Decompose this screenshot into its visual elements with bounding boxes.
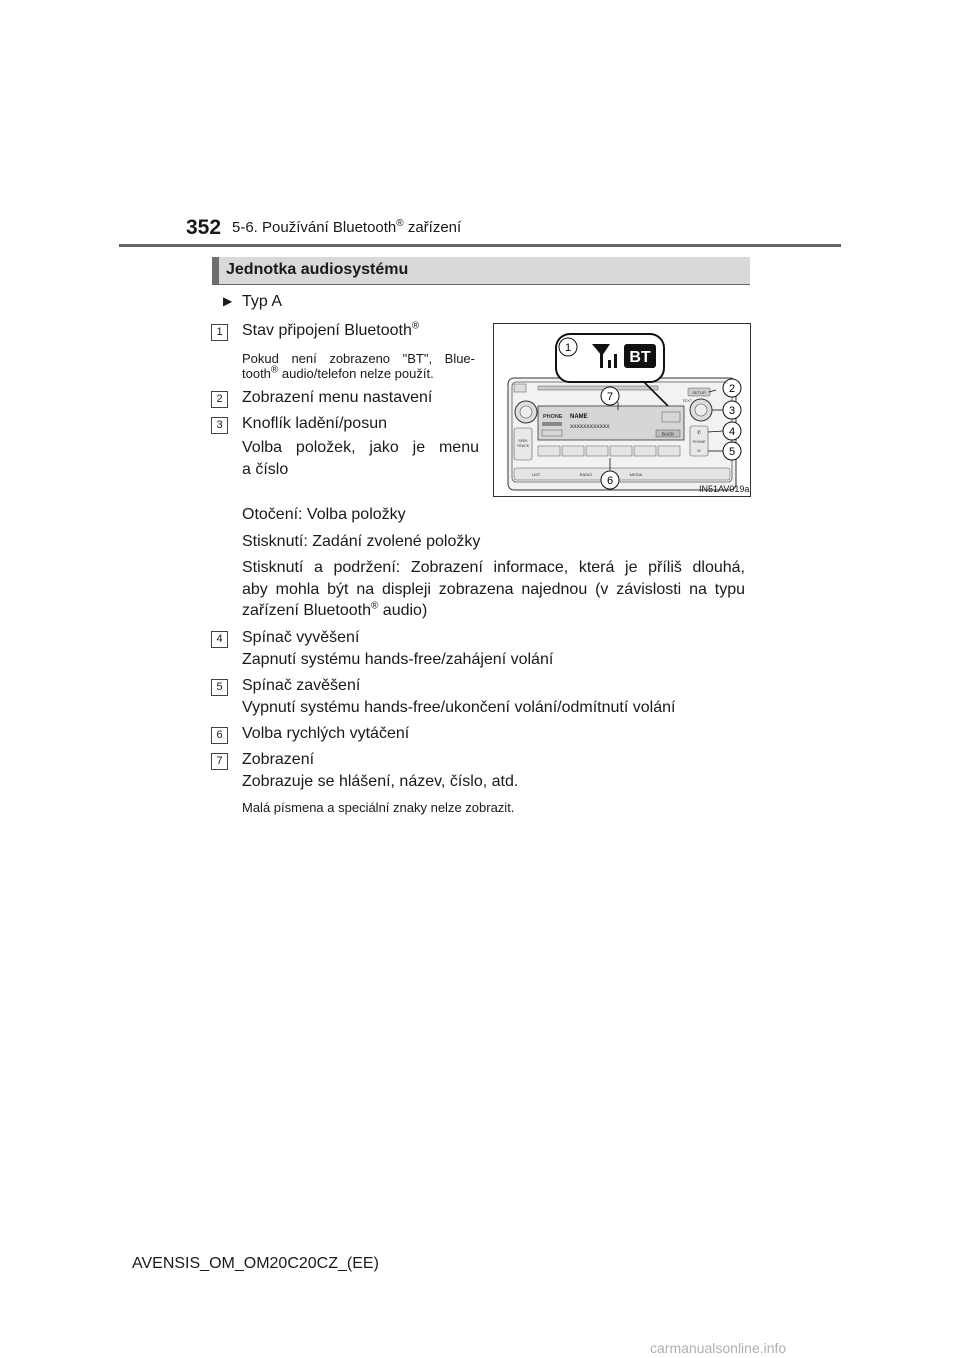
setup-label: SETUP <box>692 390 706 395</box>
item-5-title: Spínač zavěšení <box>242 677 361 694</box>
item-1-note-line2: tooth® audio/telefon nelze použít. <box>242 364 434 381</box>
item-3-title: Knoflík ladění/posun <box>242 415 387 432</box>
footer-doc-id: AVENSIS_OM_OM20C20CZ_(EE) <box>132 1255 379 1272</box>
item-7-title: Zobrazení <box>242 751 315 768</box>
section-heading <box>212 257 750 285</box>
svg-text:MEDIA: MEDIA <box>629 472 643 477</box>
item-1-note-line1: Pokud není zobrazeno "BT", Blue- <box>242 351 475 366</box>
bullet-arrow-icon: ▶ <box>223 294 233 308</box>
item-3-desc-line2: a číslo <box>242 461 289 478</box>
svg-text:6: 6 <box>606 475 614 487</box>
display-number-label: XXXXXXXXXXXX <box>570 423 610 430</box>
type-label: Typ A <box>242 293 283 310</box>
item-number-4: 4 <box>211 631 228 648</box>
svg-text:PHONE: PHONE <box>692 440 706 444</box>
page-number: 352 <box>186 216 222 239</box>
svg-text:LIST: LIST <box>531 472 541 477</box>
item-number-6: 6 <box>211 727 228 744</box>
item-3-rotate: Otočení: Volba položky <box>242 506 406 523</box>
item-number-5: 5 <box>211 679 228 696</box>
item-number-2: 2 <box>211 391 228 408</box>
watermark[interactable]: carmanualsonline.info <box>650 1340 787 1356</box>
item-3-desc-line1: Volba položek, jako je menu <box>242 439 479 456</box>
display-phone-label: PHONE <box>543 414 563 420</box>
on-hook-icon: ☏ <box>696 449 702 454</box>
svg-text:TRACK: TRACK <box>516 444 530 448</box>
item-7-note: Malá písmena a speciální znaky nelze zobrazit. <box>242 800 515 815</box>
item-4-title: Spínač vyvěšení <box>242 629 360 646</box>
figure-code: IN51AV019a <box>699 484 750 494</box>
bottom-button-row <box>514 468 730 480</box>
item-3-hold-line3: zařízení Bluetooth® audio) <box>242 600 428 619</box>
item-4-desc: Zapnutí systému hands-free/zahájení volání <box>242 651 554 668</box>
svg-text:4: 4 <box>728 426 736 438</box>
item-1-title: Stav připojení Bluetooth® <box>242 320 420 339</box>
audio-unit-illustration <box>494 324 750 496</box>
eject-button <box>514 384 526 392</box>
svg-text:SEEK: SEEK <box>518 439 528 443</box>
display-name-label: NAME <box>570 414 588 420</box>
svg-text:RADIO: RADIO <box>579 472 593 477</box>
item-3-hold-line2: aby mohla být na displeji zobrazena najednou (v závislosti na typu <box>242 581 745 598</box>
item-2-title: Zobrazení menu nastavení <box>242 389 433 406</box>
item-number-3: 3 <box>211 417 228 434</box>
off-hook-icon: ✆ <box>696 430 702 436</box>
header-rule <box>119 244 841 247</box>
chapter-title: 5-6. Používání Bluetooth® zařízení <box>232 218 462 236</box>
svg-text:7: 7 <box>606 391 614 403</box>
audio-unit-figure <box>493 323 751 497</box>
cd-slot <box>538 386 658 390</box>
item-number-1: 1 <box>211 324 228 341</box>
section-heading-bar <box>212 257 219 284</box>
item-3-press: Stisknutí: Zadání zvolené položky <box>242 533 481 550</box>
item-7-desc: Zobrazuje se hlášení, název, číslo, atd. <box>242 773 519 790</box>
svg-text:3: 3 <box>728 405 736 417</box>
svg-text:1: 1 <box>564 342 572 354</box>
section-heading-title: Jednotka audiosystému <box>226 261 409 278</box>
item-6-title: Volba rychlých vytáčení <box>242 725 410 742</box>
svg-text:2: 2 <box>728 383 736 395</box>
item-number-7: 7 <box>211 753 228 770</box>
svg-text:5: 5 <box>728 446 736 458</box>
text-label: TEXT <box>682 398 693 403</box>
display-handset-icon <box>542 422 562 426</box>
item-3-hold-line1: Stisknutí a podržení: Zobrazení informace, která je příliš dlouhá, <box>242 559 745 576</box>
display-back-label: BACK <box>661 431 675 437</box>
svg-text:BT: BT <box>629 349 651 366</box>
item-5-desc: Vypnutí systému hands-free/ukončení volání/odmítnutí volání <box>242 699 676 716</box>
